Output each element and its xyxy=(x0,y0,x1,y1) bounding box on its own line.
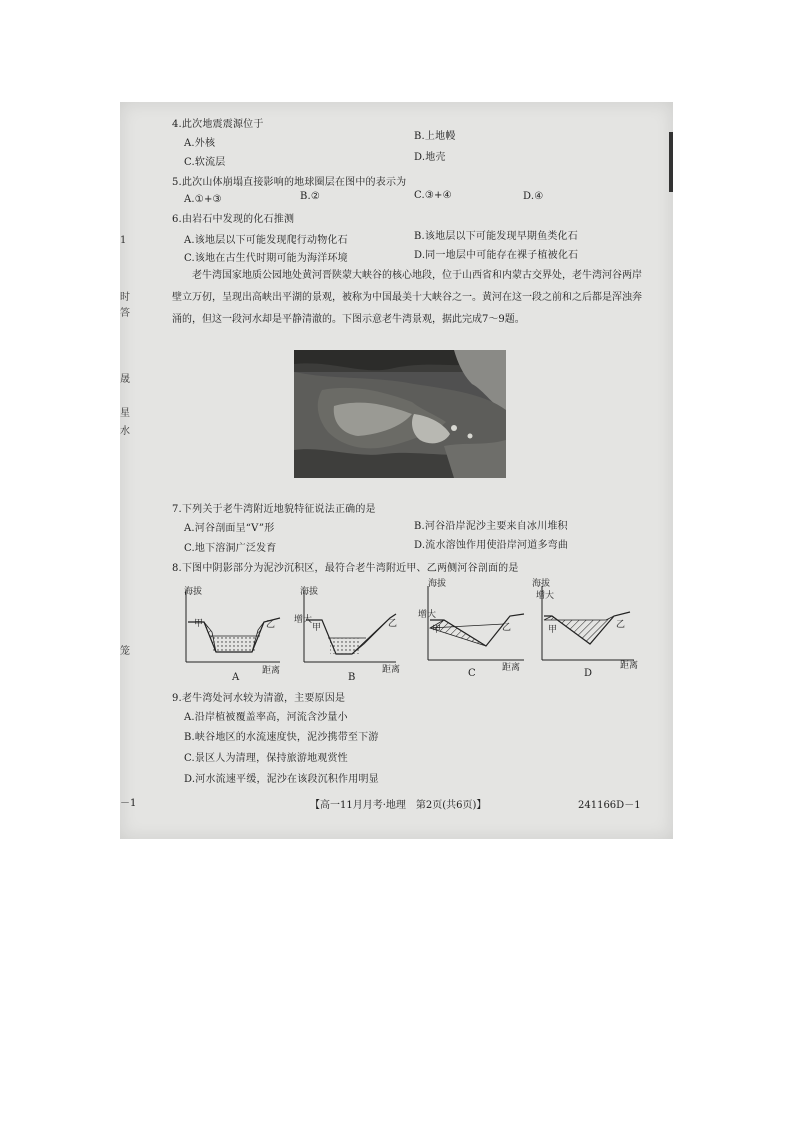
diagram-c-left-bank: 甲 xyxy=(432,625,442,635)
diagram-a-right-bank: 乙 xyxy=(266,620,276,630)
q7-option-a: A.河谷剖面呈“V”形 xyxy=(184,523,275,534)
q9-option-b: B.峡谷地区的水流速度快，泥沙携带至下游 xyxy=(184,732,379,743)
page-edge xyxy=(669,132,673,192)
diagram-b-side-label: 增大 xyxy=(294,615,313,625)
footer-center: 【高一11月月考·地理 第2页(共6页)】 xyxy=(310,800,487,811)
diagram-d-ylabel: 海拔 xyxy=(532,579,551,589)
diagram-b-xlabel: 距离 xyxy=(382,665,401,675)
footer-left: －1 xyxy=(120,798,137,809)
diagram-c-xlabel: 距离 xyxy=(502,663,521,673)
margin-char: 笼 xyxy=(120,646,130,657)
q4-option-a: A.外核 xyxy=(184,138,216,149)
q4-stem: 4.此次地震震源位于 xyxy=(172,119,264,130)
diagram-c-ylabel: 海拔 xyxy=(428,579,447,589)
exam-page xyxy=(120,102,673,839)
diagram-d-right-bank: 乙 xyxy=(616,620,626,630)
diagram-d-letter: D xyxy=(584,668,593,679)
q6-option-b: B.该地层以下可能发现早期鱼类化石 xyxy=(414,231,578,242)
q6-stem: 6.由岩石中发现的化石推测 xyxy=(172,214,295,225)
q8-stem: 8.下图中阴影部分为泥沙沉积区，最符合老牛湾附近甲、乙两侧河谷剖面的是 xyxy=(172,563,519,574)
q4-option-c: C.软流层 xyxy=(184,157,226,168)
diagram-a-left-bank: 甲 xyxy=(194,619,204,629)
margin-char: 星 xyxy=(120,408,130,419)
q5-stem: 5.此次山体崩塌直接影响的地球圈层在图中的表示为 xyxy=(172,177,407,188)
q6-option-a: A.该地层以下可能发现爬行动物化石 xyxy=(184,235,348,246)
diagram-b-letter: B xyxy=(348,672,356,683)
q7-stem: 7.下列关于老牛湾附近地貌特征说法正确的是 xyxy=(172,504,376,515)
q9-option-a: A.沿岸植被覆盖率高，河流含沙量小 xyxy=(184,712,348,723)
q9-option-d: D.河水流速平缓，泥沙在该段沉积作用明显 xyxy=(184,774,379,785)
laoniuwan-landscape-photo xyxy=(294,350,506,478)
q5-option-b: B.② xyxy=(300,191,321,202)
diagram-b-left-bank: 甲 xyxy=(312,623,322,633)
diagram-a-letter: A xyxy=(232,672,240,683)
diagram-d-xlabel: 距离 xyxy=(620,661,639,671)
q6-option-c: C.该地在古生代时期可能为海洋环境 xyxy=(184,253,348,264)
q9-stem: 9.老牛湾处河水较为清澈，主要原因是 xyxy=(172,693,346,704)
q5-option-d: D.④ xyxy=(523,191,544,202)
diagram-b-ylabel: 海拔 xyxy=(300,587,319,597)
margin-char: 晟 xyxy=(120,374,130,385)
margin-char: 时 xyxy=(120,292,130,303)
margin-char: 答 xyxy=(120,308,130,319)
passage-text: 老牛湾国家地质公园地处黄河晋陕蒙大峡谷的核心地段，位于山西省和内蒙古交界处，老牛湾河谷两岸壁立万仞，呈现出高峡出平湖的景观，被称为中国最美十大峡谷之一。黄河在这一段之前和之后都是浑浊奔涌的，但这一段河水却是平静清澈的。下图示意老牛湾景观，据此完成7～9题。 xyxy=(172,270,642,325)
q7-option-d: D.流水溶蚀作用使沿岸河道多弯曲 xyxy=(414,540,569,551)
q6-option-d: D.同一地层中可能存在裸子植被化石 xyxy=(414,250,579,261)
q5-option-a: A.①+③ xyxy=(184,194,222,205)
q9-option-c: C.景区人为清理，保持旅游地观赏性 xyxy=(184,753,348,764)
q4-option-d: D.地壳 xyxy=(414,152,446,163)
q4-option-b: B.上地幔 xyxy=(414,131,456,142)
diagram-c-letter: C xyxy=(468,668,476,679)
margin-char: 水 xyxy=(120,426,130,437)
footer-right: 241166D－1 xyxy=(578,800,641,811)
q7-option-b: B.河谷沿岸泥沙主要来自冰川堆积 xyxy=(414,521,568,532)
diagram-b-right-bank: 乙 xyxy=(388,619,398,629)
q5-option-c: C.③+④ xyxy=(414,190,452,201)
diagram-a-ylabel: 海拔 xyxy=(184,587,203,597)
diagram-d-side-label: 增大 xyxy=(536,591,555,601)
diagram-c-right-bank: 乙 xyxy=(502,623,512,633)
q7-option-c: C.地下溶洞广泛发育 xyxy=(184,543,277,554)
diagram-d-left-bank: 甲 xyxy=(548,625,558,635)
margin-char: 1 xyxy=(120,235,127,246)
diagram-c-side-label: 增大 xyxy=(418,610,437,620)
diagram-a-xlabel: 距离 xyxy=(262,666,281,676)
